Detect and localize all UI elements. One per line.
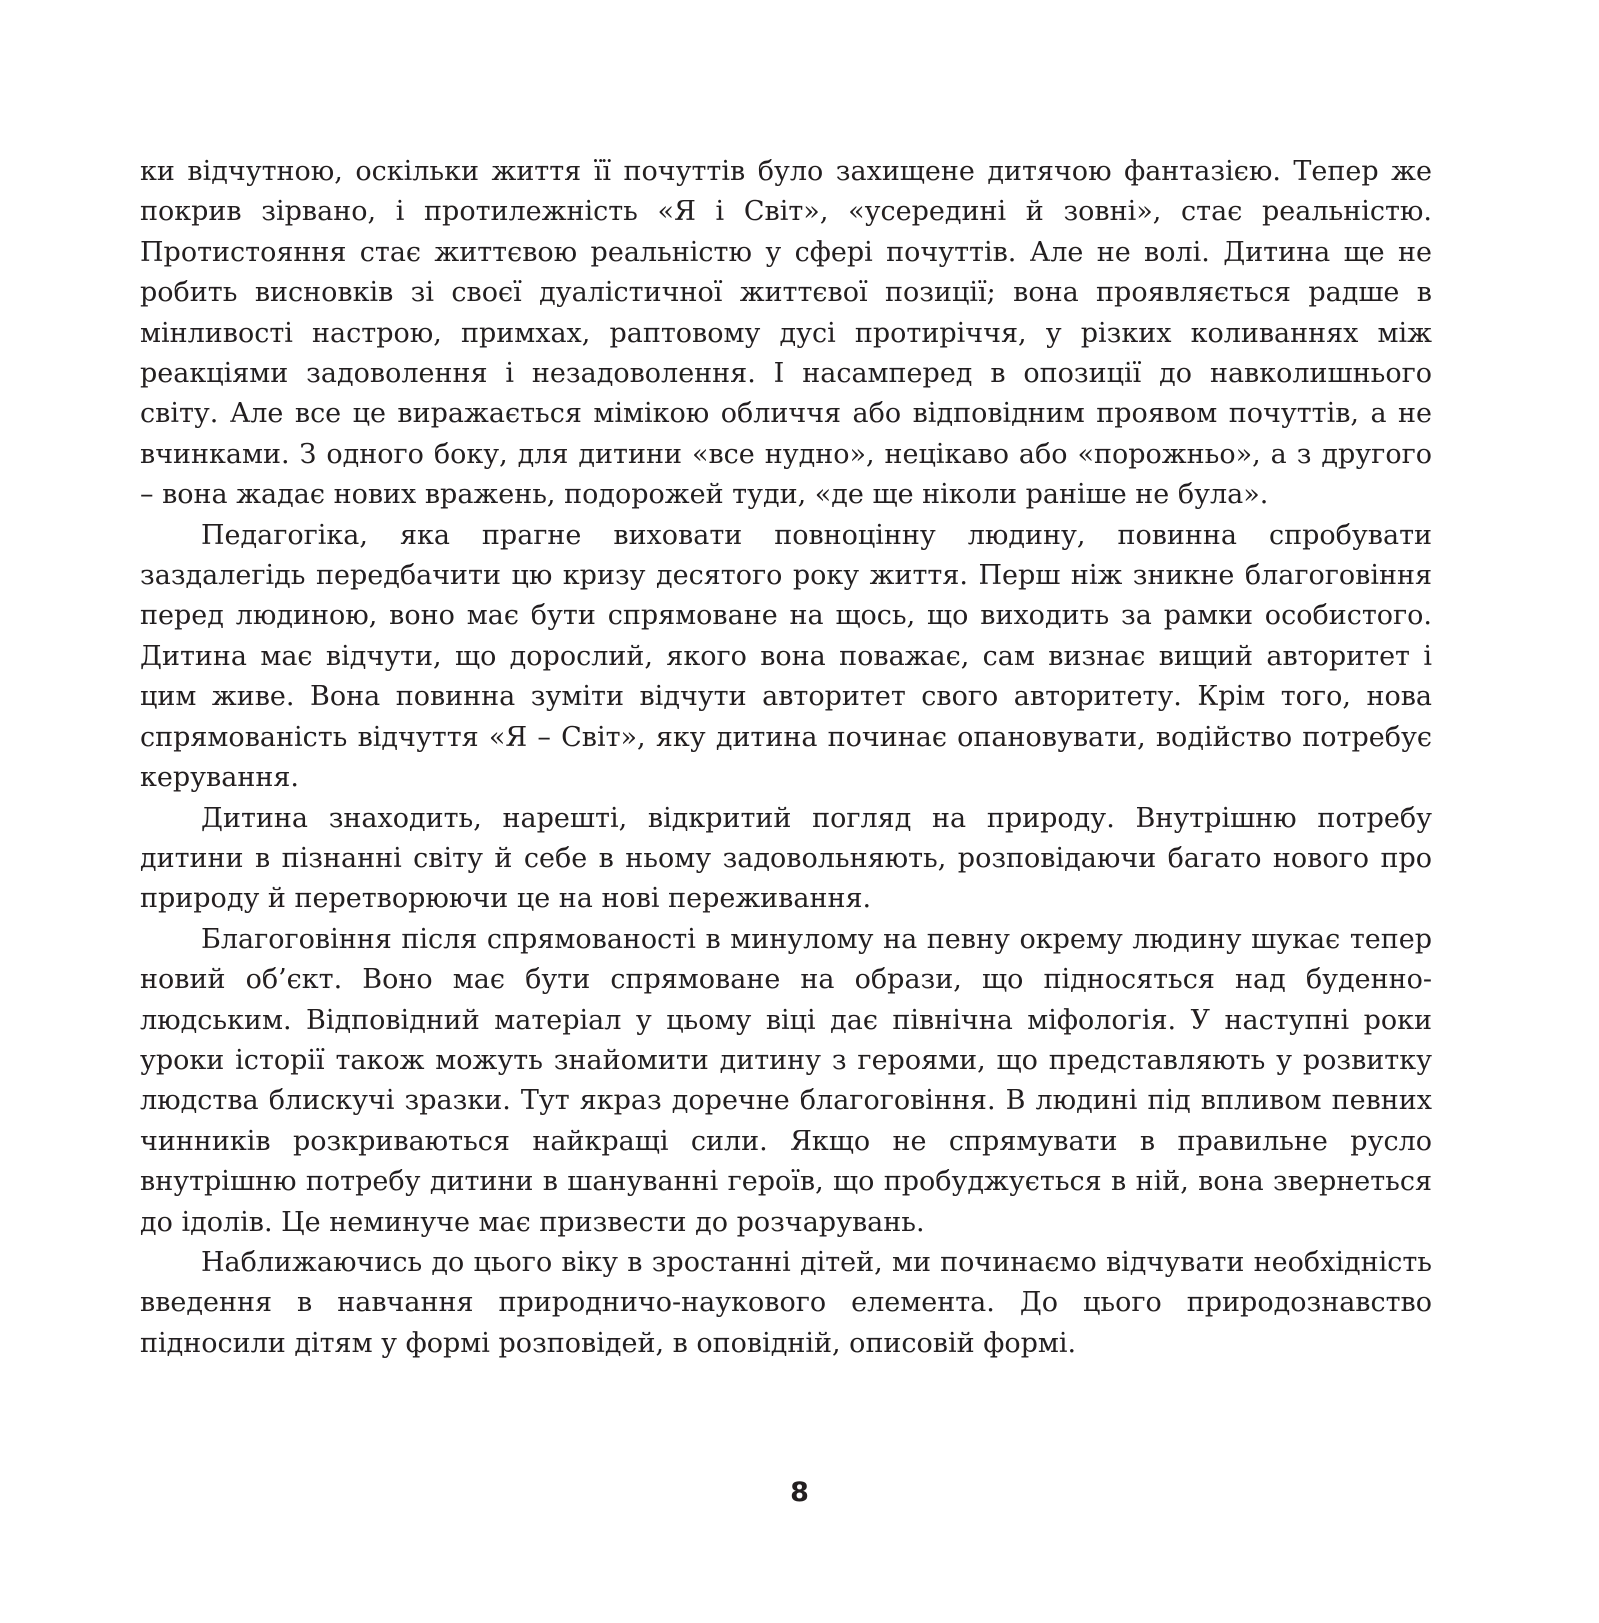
paragraph-reverence: Благоговіння після спрямованості в минулому на певну окрему людину шукає тепер новий об’єкт. Воно має бути спрямоване на образи, що підносяться над буденно-людським. Відповідний матеріал у цьому віці дає північна міфологія. У наступні роки уроки історії також можуть знайомити дитину з героями, що представляють у розвитку людства блискучі зразки. Тут якраз доречне благоговіння. В людині під впливом певних чинників розкриваються найкращі сили. Якщо не спрямувати в правильне русло внутрішню потребу дитини в шануванні героїв, що пробуджується в ній, вона звернеться до ідолів. Це неминуче має призвести до розчарувань. (140, 923, 1432, 1238)
paragraph-nature: Дитина знаходить, нарешті, відкритий погляд на природу. Внутрішню потребу дитини в пізнанні світу й себе в ньому задовольняють, розповідаючи багато нового про природу й перетворюючи це на нові переживання. (140, 802, 1432, 915)
paragraph-continuation: ки відчутною, оскільки життя її почуттів було захищене дитячою фантазією. Тепер же покрив зірвано, і протилежність «Я і Світ», «усередині й зовні», стає реальністю. Протистояння стає життєвою реальністю у сфері почуттів. Але не волі. Дитина ще не робить висновків зі своєї дуалістичної життєвої позиції; вона проявляється радше в мінливості настрою, примхах, раптовому дусі протиріччя, у різких коливаннях між реакціями задоволення і незадоволення. І насамперед в опозиції до навколишнього світу. Але все це виражається мімікою обличчя або відповідним проявом почуттів, а не вчинками. З одного боку, для дитини «все нудно», нецікаво або «порожньо», а з другого – вона жадає нових вражень, подорожей туди, «де ще ніколи раніше не була». (140, 156, 1432, 511)
paragraph-pedagogy: Педагогіка, яка прагне виховати повноцінну людину, повинна спробувати заздалегідь передбачити цю кризу десятого року життя. Перш ніж зникне благоговіння перед людиною, воно має бути спрямоване на щось, що виходить за рамки особистого. Дитина має відчути, що дорослий, якого вона поважає, сам визнає вищий авторитет і цим живе. Вона повинна зуміти відчути авторитет свого авторитету. Крім того, нова спрямованість відчуття «Я – Світ», яку дитина починає опановувати, водійство потребує керування. (140, 519, 1432, 794)
page-text (140, 152, 1432, 1364)
paragraph-natural-science: Наближаючись до цього віку в зростанні дітей, ми починаємо відчувати необхідність введення в навчання природничо-наукового елемента. До цього природознавство підносили дітям у формі розповідей, в оповідній, описовій формі. (140, 1246, 1432, 1359)
page-number: 8 (790, 1477, 809, 1508)
